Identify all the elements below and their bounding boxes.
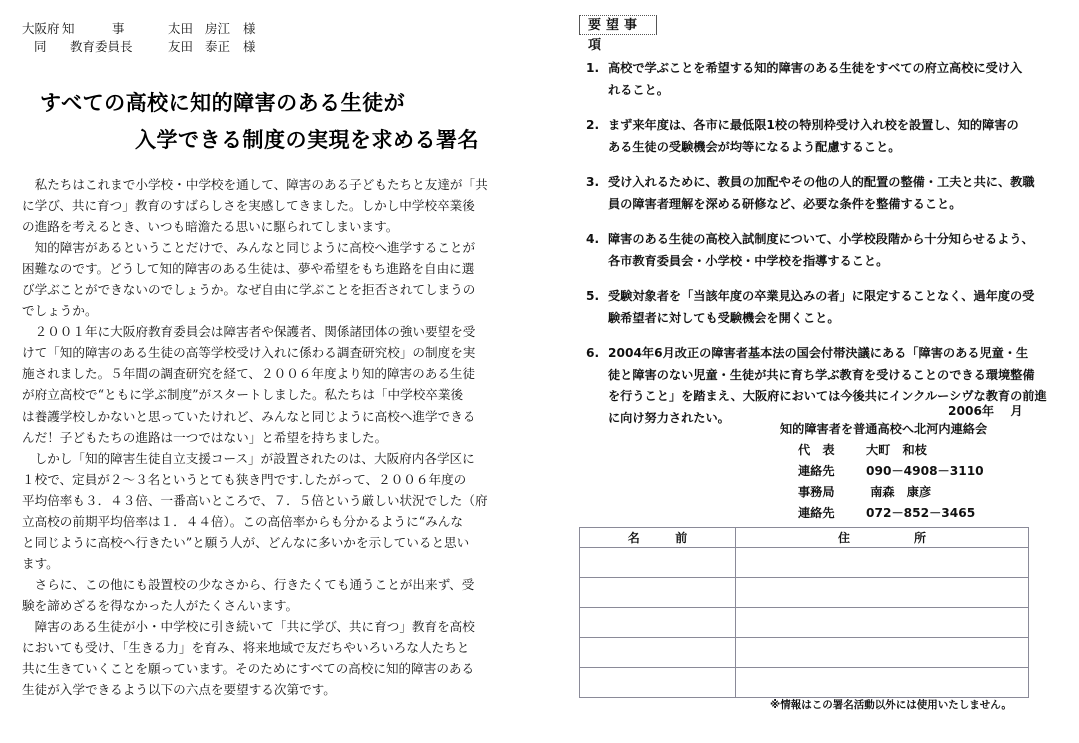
- contact-value: 南森 康彦: [866, 485, 932, 499]
- request-line: 2004年6月改正の障害者基本法の国会付帯決議にある「障害のある児童・生: [608, 346, 1029, 360]
- addressee-role: 知 事: [62, 21, 125, 36]
- request-number: 5.: [586, 289, 600, 303]
- request-item: [586, 172, 1056, 215]
- request-line: まず来年度は、各市に最低限1校の特別枠受け入れ校を設置し、知的障害の: [608, 118, 1019, 132]
- contact-label: 代 表: [798, 443, 835, 457]
- body-paragraph: [22, 174, 527, 237]
- request-item: [586, 115, 1056, 158]
- request-item: [586, 286, 1056, 329]
- body-line: 生徒が入学できるよう以下の六点を要望する次第です。: [22, 682, 336, 698]
- body-line: び学ぶことができないのでしょうか。なぜ自由に学ぶことを拒否されてしまうの: [22, 282, 476, 298]
- requests-heading: 要望事項: [579, 15, 657, 35]
- body-line: んだ！子どもたちの進路は一つではない」と希望を持ちました。: [22, 429, 388, 445]
- request-line: 験希望者に対しても受験機会を開くこと。: [608, 310, 840, 325]
- signature-row: [580, 548, 1029, 578]
- column-header-address: [736, 528, 1029, 548]
- body-line: は養護学校しかないと思っていたけれど、みんなと同じように高校へ進学できる: [22, 408, 476, 424]
- name-cell[interactable]: [580, 608, 736, 638]
- signature-row: [580, 608, 1029, 638]
- body-line: ます。: [22, 555, 59, 571]
- address-cell[interactable]: [736, 608, 1029, 638]
- signature-organization: 知的障害者を普通高校へ北河内連絡会: [780, 422, 988, 436]
- requests-list: [586, 58, 1056, 443]
- request-line: ある生徒の受験機会が均等になるよう配慮すること。: [608, 139, 901, 154]
- body-line: 平均倍率も３．４３倍、一番高いところで、７．５倍という厳しい状況でした（府: [22, 492, 488, 508]
- body-line: の進路を考えるとき、いつも暗澹たる思いに駆られてしまいます。: [22, 219, 399, 235]
- signature-date: 2006年 月: [948, 404, 1023, 418]
- addressee-surname: 太田: [168, 21, 194, 36]
- addressee-pref: 同: [34, 39, 47, 54]
- addressee-surname: 友田: [168, 39, 194, 54]
- signature-table-header: [580, 528, 1029, 548]
- contact-value: 大町 和枝: [866, 443, 927, 457]
- request-line: れること。: [608, 82, 669, 97]
- contact-row: [798, 460, 984, 482]
- addressee-pref: 大阪府: [22, 21, 60, 36]
- right-page: [550, 0, 1079, 743]
- body-line: 障害のある生徒が小・中学校に引き続いて「共に学び、共に育つ」教育を高校: [34, 618, 475, 634]
- petition-body: [22, 174, 527, 700]
- contact-label: 事務局: [798, 485, 835, 499]
- address-cell[interactable]: [736, 578, 1029, 608]
- request-item: [586, 229, 1056, 272]
- request-line: 受け入れるために、教員の加配やその他の人的配置の整備・工夫と共に、教職: [608, 175, 1035, 189]
- request-number: 1.: [586, 61, 600, 75]
- body-line: 共に生きていくことを願っています。そのためにすべての高校に知的障害のある: [22, 661, 475, 677]
- address-cell[interactable]: [736, 668, 1029, 698]
- contact-label: 連絡先: [798, 506, 835, 520]
- body-line: けて「知的障害のある生徒の高等学校受け入れに係わる調査研究校」の制度を実: [22, 345, 476, 361]
- body-paragraph: [22, 237, 527, 321]
- contact-label: 連絡先: [798, 464, 835, 478]
- body-line: においても受け、「生きる力」を育み、将来地域で友だちやいろいろな人たちと: [22, 640, 470, 656]
- body-line: が府立高校で“ともに学ぶ制度”がスタートしました。私たちは「中学校卒業後: [22, 387, 464, 403]
- request-number: 4.: [586, 232, 600, 246]
- request-line: を行うこと」を踏まえ、大阪府においては今後共にインクルーシヴな教育の前進: [608, 389, 1047, 403]
- body-line: 立高校の前期平均倍率は１．４４倍）。この高倍率からも分かるように“みんな: [22, 513, 463, 529]
- request-line: 員の障害者理解を深める研修など、必要な条件を整備すること。: [608, 196, 962, 211]
- name-cell[interactable]: [580, 638, 736, 668]
- name-cell[interactable]: [580, 548, 736, 578]
- header-char: 前: [675, 531, 688, 545]
- request-line: 各市教育委員会・小学校・中学校を指導すること。: [608, 253, 889, 268]
- body-paragraph: [22, 574, 527, 616]
- title-line-2: 入学できる制度の実現を求める署名: [135, 128, 479, 152]
- privacy-note: ※情報はこの署名活動以外には使用いたしません。: [770, 699, 1012, 711]
- body-line: しかし「知的障害生徒自立支援コース」が設置されたのは、大阪府内各学区に: [34, 450, 475, 466]
- request-line: 障害のある生徒の高校入試制度について、小学校段階から十分知らせるよう、: [608, 232, 1034, 246]
- signature-row: [580, 668, 1029, 698]
- body-line: ２００１年に大阪府教育委員会は障害者や保護者、関係諸団体の強い要望を受: [34, 324, 476, 340]
- body-paragraph: [22, 321, 527, 447]
- addressee-honorific: 様: [243, 39, 256, 54]
- header-char: 住: [837, 531, 850, 545]
- body-paragraph: [22, 616, 527, 700]
- name-cell[interactable]: [580, 578, 736, 608]
- body-line: でしょうか。: [22, 303, 98, 319]
- address-cell[interactable]: [736, 638, 1029, 668]
- body-line: と同じように高校へ行きたい”と願う人が、どんなに多いかを示していると思い: [22, 534, 470, 550]
- contact-row: [798, 481, 931, 503]
- request-line: 受験対象者を「当該年度の卒業見込みの者」に限定することなく、過年度の受: [608, 289, 1035, 303]
- request-number: 6.: [586, 346, 600, 360]
- body-line: 験を諦めざるを得なかった人がたくさんいます。: [22, 597, 299, 613]
- body-line: 施されました。５年間の調査研究を経て、２００６年度より知的障害のある生徒: [22, 366, 476, 382]
- signature-table: [579, 527, 1029, 698]
- signature-row: [580, 638, 1029, 668]
- request-line: に向け努力されたい。: [608, 410, 730, 425]
- name-cell[interactable]: [580, 668, 736, 698]
- body-paragraph: [22, 448, 527, 574]
- contact-row: [798, 439, 927, 461]
- title-line-1: すべての高校に知的障害のある生徒が: [40, 91, 406, 115]
- request-number: 3.: [586, 175, 600, 189]
- addressee-role: 教育委員長: [70, 39, 133, 54]
- contact-value: 090－4908－3110: [866, 464, 984, 478]
- addressee-given: 泰正: [205, 39, 231, 54]
- request-line: 高校で学ぶことを希望する知的障害のある生徒をすべての府立高校に受け入: [608, 61, 1023, 75]
- body-line: 知的障害があるということだけで、みんなと同じように高校へ進学することが: [34, 240, 476, 256]
- request-number: 2.: [586, 118, 600, 132]
- body-line: さらに、この他にも設置校の少なさから、行きたくても通うことが出来ず、受: [34, 576, 475, 592]
- request-line: 徒と障害のない児童・生徒が共に育ち学ぶ教育を受けることのできる環境整備: [608, 367, 1035, 382]
- contact-row: [798, 502, 975, 524]
- addressee-given: 房江: [205, 21, 231, 36]
- contact-value: 072－852－3465: [866, 506, 976, 520]
- signature-row: [580, 578, 1029, 608]
- column-header-name: [580, 528, 736, 548]
- body-line: １校で、定員が２～３名というとても狭き門です.したがって、２００６年度の: [22, 471, 467, 487]
- addressee-honorific: 様: [243, 21, 256, 36]
- address-cell[interactable]: [736, 548, 1029, 578]
- header-char: 名: [627, 531, 640, 545]
- body-line: 困難なのです。どうして知的障害のある生徒は、夢や希望をもち進路を自由に選: [22, 261, 475, 277]
- body-line: 私たちはこれまで小学校・中学校を通して、障害のある子どもたちと友達が「共: [34, 177, 488, 192]
- body-line: に学び、共に育つ」教育のすばらしさを実感してきました。しかし中学校卒業後: [22, 198, 475, 214]
- request-item: [586, 58, 1056, 101]
- header-char: 所: [913, 531, 926, 545]
